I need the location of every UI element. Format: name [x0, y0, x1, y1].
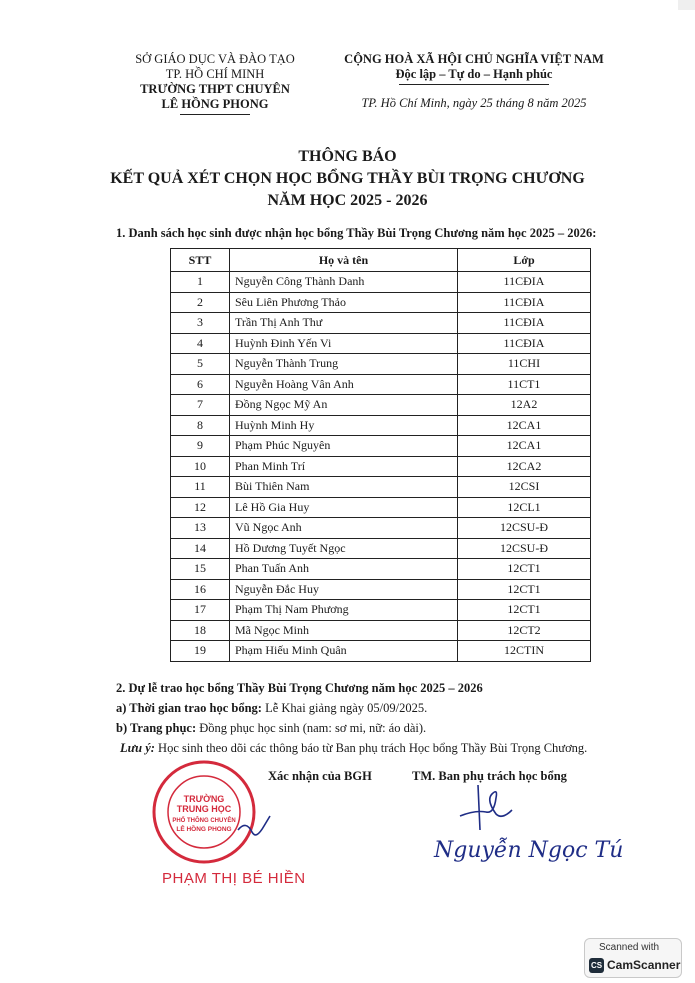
cell-stt: 14: [171, 538, 230, 559]
cell-stt: 7: [171, 395, 230, 416]
signer-name-left: PHẠM THỊ BÉ HIỀN: [162, 870, 306, 887]
table-row: [171, 538, 591, 559]
school-name-line2: LÊ HỒNG PHONG: [161, 97, 269, 111]
header-name: Họ và tên: [230, 249, 458, 272]
school-name-line1: TRƯỜNG THPT CHUYÊN: [140, 82, 290, 96]
cell-name: Vũ Ngọc Anh: [230, 518, 458, 539]
table-header-row: [171, 249, 591, 272]
department-name: SỞ GIÁO DỤC VÀ ĐÀO TẠO: [135, 52, 295, 66]
table-row: [171, 600, 591, 621]
table-body: [171, 272, 591, 662]
table-row: [171, 395, 591, 416]
cell-name: Đồng Ngọc Mỹ An: [230, 395, 458, 416]
cell-stt: 11: [171, 477, 230, 498]
motto-underline: [399, 84, 549, 85]
cell-class: 11CĐIA: [458, 292, 591, 313]
scanned-with-text: Scanned with: [599, 942, 660, 953]
cell-name: Sêu Liên Phương Thảo: [230, 292, 458, 313]
cell-stt: 18: [171, 620, 230, 641]
cell-class: 12CA1: [458, 436, 591, 457]
cell-name: Phan Minh Trí: [230, 456, 458, 477]
cell-class: 12CT1: [458, 600, 591, 621]
motto: Độc lập – Tự do – Hạnh phúc: [395, 67, 553, 81]
cell-class: 11CĐIA: [458, 333, 591, 354]
cell-name: Nguyễn Công Thành Danh: [230, 272, 458, 293]
cell-class: 11CHI: [458, 354, 591, 375]
cell-stt: 9: [171, 436, 230, 457]
table-row: [171, 559, 591, 580]
cell-class: 12CT1: [458, 579, 591, 600]
cell-class: 12CA2: [458, 456, 591, 477]
cell-name: Trần Thị Anh Thư: [230, 313, 458, 334]
item-b-label: b) Trang phục:: [116, 721, 197, 735]
sign-left-title: Xác nhận của BGH: [268, 769, 372, 783]
cell-name: Lê Hồ Gia Huy: [230, 497, 458, 518]
sign-right-title: TM. Ban phụ trách học bổng: [412, 769, 567, 783]
cell-name: Huỳnh Minh Hy: [230, 415, 458, 436]
cell-class: 12CSU-Đ: [458, 518, 591, 539]
cell-name: Mã Ngọc Minh: [230, 620, 458, 641]
note-value: Học sinh theo dõi các thông báo từ Ban phụ trách Học bổng Thầy Bùi Trọng Chương.: [158, 741, 588, 755]
cell-name: Hồ Dương Tuyết Ngọc: [230, 538, 458, 559]
note-label: Lưu ý:: [120, 741, 155, 755]
item-b-value: Đồng phục học sinh (nam: sơ mi, nữ: áo dài).: [199, 721, 427, 735]
city-name: TP. HỒ CHÍ MINH: [165, 67, 265, 81]
signature-right: [448, 780, 538, 840]
cell-class: 11CĐIA: [458, 313, 591, 334]
cell-stt: 17: [171, 600, 230, 621]
table-row: [171, 436, 591, 457]
table-row: [171, 292, 591, 313]
table-row: [171, 415, 591, 436]
cell-name: Nguyễn Thành Trung: [230, 354, 458, 375]
cell-class: 12CT2: [458, 620, 591, 641]
header-class: Lớp: [458, 249, 591, 272]
table-row: [171, 313, 591, 334]
cell-name: Phan Tuấn Anh: [230, 559, 458, 580]
table-row: [171, 620, 591, 641]
document-title: [60, 146, 635, 212]
cell-class: 12CA1: [458, 415, 591, 436]
scan-corner-mark: [678, 0, 695, 10]
note: [120, 741, 587, 756]
cell-name: Huỳnh Đinh Yến Vi: [230, 333, 458, 354]
header-right: [318, 52, 630, 85]
cell-stt: 5: [171, 354, 230, 375]
table-row: [171, 477, 591, 498]
table-row: [171, 272, 591, 293]
cell-class: 11CĐIA: [458, 272, 591, 293]
country-name: CỘNG HOÀ XÃ HỘI CHỦ NGHĨA VIỆT NAM: [344, 52, 604, 66]
item-b: [116, 721, 426, 736]
camscanner-text: CamScanner: [607, 958, 681, 972]
header-left-underline: [180, 114, 250, 115]
scholarship-table: [170, 248, 591, 662]
cell-stt: 15: [171, 559, 230, 580]
cell-stt: 10: [171, 456, 230, 477]
svg-text:TRƯỜNG: TRƯỜNG: [183, 794, 225, 804]
section-1-heading: 1. Danh sách học sinh được nhận học bổng Thầy Bùi Trọng Chương năm học 2025 – 2026:: [116, 226, 597, 240]
cell-name: Nguyễn Hoàng Vân Anh: [230, 374, 458, 395]
svg-text:TRUNG HỌC: TRUNG HỌC: [176, 804, 232, 814]
table-row: [171, 579, 591, 600]
cell-name: Phạm Thị Nam Phương: [230, 600, 458, 621]
cell-class: 12CSI: [458, 477, 591, 498]
cell-name: Bùi Thiên Nam: [230, 477, 458, 498]
cell-class: 12CSU-Đ: [458, 538, 591, 559]
camscanner-badge: [584, 938, 682, 978]
cell-stt: 8: [171, 415, 230, 436]
cell-stt: 4: [171, 333, 230, 354]
cell-stt: 16: [171, 579, 230, 600]
header-stt: STT: [171, 249, 230, 272]
cell-stt: 12: [171, 497, 230, 518]
school-stamp: [138, 758, 283, 868]
table-row: [171, 333, 591, 354]
table-row: [171, 518, 591, 539]
camscanner-logo-icon: CS: [589, 958, 604, 973]
cell-class: 12CTIN: [458, 641, 591, 662]
section-2-heading: 2. Dự lễ trao học bổng Thầy Bùi Trọng Chương năm học 2025 – 2026: [116, 681, 483, 695]
document-date: TP. Hồ Chí Minh, ngày 25 tháng 8 năm 2025: [361, 96, 587, 110]
table-row: [171, 374, 591, 395]
cell-class: 12A2: [458, 395, 591, 416]
cell-stt: 3: [171, 313, 230, 334]
svg-text:LÊ HỒNG PHONG: LÊ HỒNG PHONG: [176, 826, 232, 833]
handwritten-name-right: Nguyễn Ngọc Tú: [434, 838, 624, 863]
title-line2: KẾT QUẢ XÉT CHỌN HỌC BỔNG THẦY BÙI TRỌNG CHƯƠNG: [110, 170, 585, 187]
table-row: [171, 354, 591, 375]
item-a-label: a) Thời gian trao học bổng:: [116, 701, 262, 715]
svg-text:PHỔ THÔNG CHUYÊN: PHỔ THÔNG CHUYÊN: [172, 818, 236, 824]
cell-class: 12CT1: [458, 559, 591, 580]
cell-stt: 13: [171, 518, 230, 539]
cell-class: 12CL1: [458, 497, 591, 518]
item-a: [116, 701, 427, 716]
item-a-value: Lễ Khai giảng ngày 05/09/2025.: [265, 701, 428, 715]
table-row: [171, 456, 591, 477]
title-line3: NĂM HỌC 2025 - 2026: [267, 192, 428, 209]
cell-stt: 2: [171, 292, 230, 313]
cell-name: Nguyễn Đắc Huy: [230, 579, 458, 600]
cell-stt: 19: [171, 641, 230, 662]
title-line1: THÔNG BÁO: [298, 148, 397, 165]
cell-stt: 6: [171, 374, 230, 395]
cell-stt: 1: [171, 272, 230, 293]
cell-name: Phạm Phúc Nguyên: [230, 436, 458, 457]
cell-name: Phạm Hiếu Minh Quân: [230, 641, 458, 662]
table-row: [171, 497, 591, 518]
table-row: [171, 641, 591, 662]
cell-class: 11CT1: [458, 374, 591, 395]
header-left: [105, 52, 325, 119]
